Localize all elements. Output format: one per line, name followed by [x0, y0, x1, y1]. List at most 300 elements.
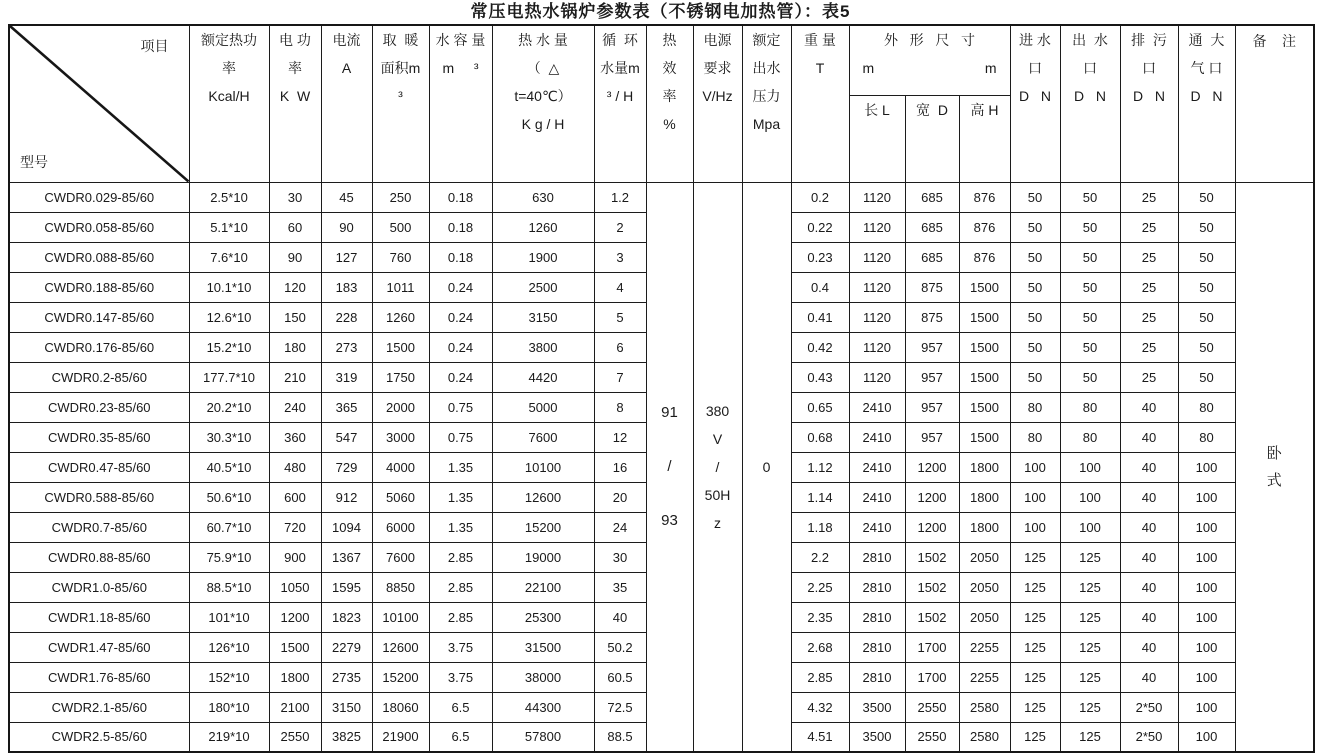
cell-dim_l: 1120: [849, 182, 905, 212]
cell-dn_vent: 100: [1178, 662, 1235, 692]
cell-power: 240: [269, 392, 321, 422]
cell-water_capacity: 0.18: [429, 182, 492, 212]
cell-water_capacity: 2.85: [429, 542, 492, 572]
cell-water_capacity: 3.75: [429, 632, 492, 662]
cell-dn_inlet: 125: [1010, 602, 1060, 632]
cell-dn_outlet: 80: [1060, 422, 1120, 452]
cell-dn_inlet: 125: [1010, 572, 1060, 602]
cell-outlet-pressure: 0: [742, 182, 791, 752]
cell-model: CWDR0.176-85/60: [9, 332, 189, 362]
cell-dn_vent: 100: [1178, 632, 1235, 662]
cell-dn_vent: 50: [1178, 332, 1235, 362]
cell-dim_d: 957: [905, 422, 959, 452]
cell-circulation: 1.2: [594, 182, 646, 212]
cell-model: CWDR0.147-85/60: [9, 302, 189, 332]
cell-hot_water: 2500: [492, 272, 594, 302]
cell-dim_l: 2410: [849, 452, 905, 482]
cell-rated_heat: 177.7*10: [189, 362, 269, 392]
cell-hot_water: 630: [492, 182, 594, 212]
cell-dim_l: 2410: [849, 512, 905, 542]
cell-current: 1823: [321, 602, 372, 632]
cell-current: 547: [321, 422, 372, 452]
cell-dim_d: 1502: [905, 542, 959, 572]
cell-dim_l: 2810: [849, 662, 905, 692]
cell-circulation: 6: [594, 332, 646, 362]
cell-dn_outlet: 50: [1060, 242, 1120, 272]
cell-hot_water: 3800: [492, 332, 594, 362]
cell-heating_area: 18060: [372, 692, 429, 722]
cell-dn_outlet: 125: [1060, 542, 1120, 572]
cell-dn_drain: 40: [1120, 542, 1178, 572]
cell-dim_d: 1700: [905, 632, 959, 662]
cell-hot_water: 15200: [492, 512, 594, 542]
header-dim-length: 长 L: [849, 95, 905, 182]
cell-dn_inlet: 50: [1010, 272, 1060, 302]
table-body: [9, 182, 1314, 752]
cell-dim_d: 957: [905, 392, 959, 422]
cell-dn_outlet: 125: [1060, 572, 1120, 602]
cell-hot_water: 4420: [492, 362, 594, 392]
cell-dim_l: 1120: [849, 242, 905, 272]
cell-circulation: 40: [594, 602, 646, 632]
cell-dim_d: 685: [905, 212, 959, 242]
cell-dn_vent: 50: [1178, 272, 1235, 302]
cell-dim_h: 1500: [959, 422, 1010, 452]
header-corner-model: 型号: [20, 153, 48, 170]
cell-current: 2279: [321, 632, 372, 662]
cell-dim_l: 1120: [849, 362, 905, 392]
cell-dim_h: 2255: [959, 632, 1010, 662]
cell-power: 1500: [269, 632, 321, 662]
cell-dn_vent: 100: [1178, 692, 1235, 722]
cell-model: CWDR0.88-85/60: [9, 542, 189, 572]
header-weight: 重 量 T: [791, 25, 849, 182]
cell-hot_water: 38000: [492, 662, 594, 692]
header-water-capacity: [429, 25, 492, 182]
cell-weight: 0.68: [791, 422, 849, 452]
cell-dn_inlet: 50: [1010, 362, 1060, 392]
cell-dim_d: 1502: [905, 572, 959, 602]
cell-power: 60: [269, 212, 321, 242]
cell-model: CWDR1.47-85/60: [9, 632, 189, 662]
table-row: [9, 182, 1314, 212]
cell-hot_water: 12600: [492, 482, 594, 512]
cell-model: CWDR0.029-85/60: [9, 182, 189, 212]
cell-weight: 1.12: [791, 452, 849, 482]
cell-dn_vent: 100: [1178, 512, 1235, 542]
cell-hot_water: 7600: [492, 422, 594, 452]
cell-rated_heat: 60.7*10: [189, 512, 269, 542]
cell-heating_area: 8850: [372, 572, 429, 602]
cell-dn_outlet: 125: [1060, 692, 1120, 722]
cell-current: 2735: [321, 662, 372, 692]
cell-current: 319: [321, 362, 372, 392]
cell-dim_h: 2255: [959, 662, 1010, 692]
cell-water_capacity: 6.5: [429, 722, 492, 752]
cell-current: 45: [321, 182, 372, 212]
cell-power: 2550: [269, 722, 321, 752]
cell-dn_outlet: 125: [1060, 632, 1120, 662]
cell-dim_h: 2580: [959, 692, 1010, 722]
cell-water_capacity: 3.75: [429, 662, 492, 692]
header-dim-height: 高 H: [959, 95, 1010, 182]
header-dims-group: [849, 25, 1010, 95]
header-water-capacity-units: m ³: [442, 60, 479, 76]
cell-power: 1200: [269, 602, 321, 632]
cell-dim_l: 1120: [849, 332, 905, 362]
cell-weight: 0.41: [791, 302, 849, 332]
cell-weight: 2.85: [791, 662, 849, 692]
cell-power: 30: [269, 182, 321, 212]
cell-heating_area: 15200: [372, 662, 429, 692]
cell-current: 127: [321, 242, 372, 272]
cell-heating_area: 2000: [372, 392, 429, 422]
cell-dn_drain: 25: [1120, 212, 1178, 242]
cell-hot_water: 1260: [492, 212, 594, 242]
cell-rated_heat: 5.1*10: [189, 212, 269, 242]
header-remark: 备 注: [1235, 25, 1314, 182]
cell-rated_heat: 88.5*10: [189, 572, 269, 602]
cell-circulation: 8: [594, 392, 646, 422]
cell-water_capacity: 1.35: [429, 512, 492, 542]
header-corner-project: 项目: [140, 38, 169, 54]
cell-dim_h: 1500: [959, 332, 1010, 362]
cell-current: 3825: [321, 722, 372, 752]
cell-water_capacity: 1.35: [429, 452, 492, 482]
cell-dim_d: 685: [905, 242, 959, 272]
cell-dim_d: 1200: [905, 452, 959, 482]
cell-weight: 2.68: [791, 632, 849, 662]
cell-dn_drain: 25: [1120, 272, 1178, 302]
cell-remark: 卧 式: [1235, 182, 1314, 752]
cell-dim_d: 685: [905, 182, 959, 212]
cell-hot_water: 44300: [492, 692, 594, 722]
cell-model: CWDR0.23-85/60: [9, 392, 189, 422]
cell-weight: 2.2: [791, 542, 849, 572]
cell-power: 180: [269, 332, 321, 362]
cell-circulation: 5: [594, 302, 646, 332]
cell-rated_heat: 12.6*10: [189, 302, 269, 332]
cell-dn_inlet: 50: [1010, 302, 1060, 332]
cell-dn_inlet: 50: [1010, 242, 1060, 272]
cell-heating_area: 760: [372, 242, 429, 272]
cell-heating_area: 6000: [372, 512, 429, 542]
cell-circulation: 4: [594, 272, 646, 302]
cell-rated_heat: 126*10: [189, 632, 269, 662]
cell-dn_outlet: 50: [1060, 362, 1120, 392]
cell-dim_l: 3500: [849, 692, 905, 722]
header-corner-cell: [9, 25, 189, 182]
cell-circulation: 20: [594, 482, 646, 512]
cell-hot_water: 10100: [492, 452, 594, 482]
cell-dim_h: 876: [959, 182, 1010, 212]
cell-dn_outlet: 100: [1060, 482, 1120, 512]
cell-rated_heat: 30.3*10: [189, 422, 269, 452]
cell-water_capacity: 0.24: [429, 362, 492, 392]
cell-efficiency: 91 / 93: [646, 182, 693, 752]
cell-model: CWDR0.188-85/60: [9, 272, 189, 302]
cell-dim_l: 2410: [849, 482, 905, 512]
cell-dim_d: 957: [905, 362, 959, 392]
cell-heating_area: 1500: [372, 332, 429, 362]
cell-power: 1050: [269, 572, 321, 602]
header-hot-water: 热 水 量 （ △ t=40℃） K g / H: [492, 25, 594, 182]
cell-circulation: 12: [594, 422, 646, 452]
cell-weight: 2.25: [791, 572, 849, 602]
cell-power: 360: [269, 422, 321, 452]
cell-dn_outlet: 50: [1060, 182, 1120, 212]
cell-dim_l: 1120: [849, 272, 905, 302]
cell-dim_h: 1800: [959, 452, 1010, 482]
cell-dim_l: 3500: [849, 722, 905, 752]
cell-dim_d: 1200: [905, 512, 959, 542]
cell-dn_drain: 40: [1120, 392, 1178, 422]
cell-dim_h: 1800: [959, 482, 1010, 512]
cell-dn_vent: 50: [1178, 182, 1235, 212]
cell-dn_drain: 40: [1120, 572, 1178, 602]
cell-heating_area: 21900: [372, 722, 429, 752]
cell-dn_drain: 2*50: [1120, 692, 1178, 722]
cell-rated_heat: 15.2*10: [189, 332, 269, 362]
header-heating-area: 取 暖 面积m ³: [372, 25, 429, 182]
cell-dim_l: 1120: [849, 212, 905, 242]
cell-rated_heat: 219*10: [189, 722, 269, 752]
cell-heating_area: 7600: [372, 542, 429, 572]
cell-dim_h: 1800: [959, 512, 1010, 542]
cell-water_capacity: 2.85: [429, 602, 492, 632]
cell-rated_heat: 40.5*10: [189, 452, 269, 482]
cell-dim_l: 2410: [849, 422, 905, 452]
header-dims-title: 外 形 尺 寸: [883, 32, 975, 48]
cell-dn_outlet: 50: [1060, 332, 1120, 362]
cell-dn_outlet: 50: [1060, 272, 1120, 302]
cell-water_capacity: 0.18: [429, 212, 492, 242]
cell-water_capacity: 1.35: [429, 482, 492, 512]
header-dim-width: 宽 D: [905, 95, 959, 182]
cell-heating_area: 4000: [372, 452, 429, 482]
cell-power: 480: [269, 452, 321, 482]
cell-circulation: 35: [594, 572, 646, 602]
cell-model: CWDR0.058-85/60: [9, 212, 189, 242]
cell-dn_vent: 100: [1178, 572, 1235, 602]
cell-dim_h: 876: [959, 242, 1010, 272]
cell-dn_outlet: 125: [1060, 662, 1120, 692]
cell-dn_outlet: 50: [1060, 302, 1120, 332]
cell-power-supply: 380 V / 50H z: [693, 182, 742, 752]
cell-dim_h: 1500: [959, 272, 1010, 302]
cell-dn_vent: 50: [1178, 302, 1235, 332]
cell-dn_drain: 25: [1120, 182, 1178, 212]
cell-dim_l: 2810: [849, 602, 905, 632]
header-rated-heat: 额定热功 率 Kcal/H: [189, 25, 269, 182]
cell-rated_heat: 7.6*10: [189, 242, 269, 272]
cell-model: CWDR2.1-85/60: [9, 692, 189, 722]
cell-dim_d: 1502: [905, 602, 959, 632]
cell-dn_drain: 40: [1120, 422, 1178, 452]
cell-dn_inlet: 50: [1010, 332, 1060, 362]
cell-rated_heat: 20.2*10: [189, 392, 269, 422]
cell-circulation: 30: [594, 542, 646, 572]
cell-dim_h: 1500: [959, 362, 1010, 392]
cell-dn_outlet: 80: [1060, 392, 1120, 422]
cell-hot_water: 25300: [492, 602, 594, 632]
cell-hot_water: 22100: [492, 572, 594, 602]
cell-dim_l: 2810: [849, 632, 905, 662]
cell-power: 210: [269, 362, 321, 392]
cell-dim_h: 1500: [959, 302, 1010, 332]
cell-weight: 2.35: [791, 602, 849, 632]
cell-weight: 0.4: [791, 272, 849, 302]
cell-dn_drain: 25: [1120, 242, 1178, 272]
page-title: 常压电热水锅炉参数表（不锈钢电加热管）：表5: [470, 2, 851, 21]
cell-dn_drain: 40: [1120, 662, 1178, 692]
cell-model: CWDR0.2-85/60: [9, 362, 189, 392]
cell-current: 1367: [321, 542, 372, 572]
cell-dim_h: 2580: [959, 722, 1010, 752]
cell-dn_inlet: 125: [1010, 542, 1060, 572]
cell-dn_vent: 100: [1178, 452, 1235, 482]
cell-dim_d: 875: [905, 272, 959, 302]
cell-dim_d: 875: [905, 302, 959, 332]
cell-dn_inlet: 50: [1010, 182, 1060, 212]
cell-weight: 0.2: [791, 182, 849, 212]
cell-circulation: 24: [594, 512, 646, 542]
cell-rated_heat: 152*10: [189, 662, 269, 692]
cell-power: 1800: [269, 662, 321, 692]
cell-power: 600: [269, 482, 321, 512]
cell-rated_heat: 2.5*10: [189, 182, 269, 212]
cell-hot_water: 57800: [492, 722, 594, 752]
cell-power: 900: [269, 542, 321, 572]
cell-dn_inlet: 125: [1010, 722, 1060, 752]
cell-power: 720: [269, 512, 321, 542]
cell-dn_inlet: 125: [1010, 662, 1060, 692]
cell-dn_outlet: 100: [1060, 512, 1120, 542]
cell-current: 228: [321, 302, 372, 332]
cell-circulation: 72.5: [594, 692, 646, 722]
header-dn-inlet: 进 水 口 D N: [1010, 25, 1060, 182]
cell-dn_vent: 100: [1178, 722, 1235, 752]
cell-dim_h: 876: [959, 212, 1010, 242]
cell-model: CWDR0.47-85/60: [9, 452, 189, 482]
header-efficiency: 热 效 率 %: [646, 25, 693, 182]
cell-current: 1595: [321, 572, 372, 602]
boiler-spec-table: [8, 24, 1315, 753]
cell-power: 90: [269, 242, 321, 272]
cell-current: 3150: [321, 692, 372, 722]
cell-dn_outlet: 125: [1060, 722, 1120, 752]
cell-water_capacity: 0.24: [429, 272, 492, 302]
cell-dim_d: 1200: [905, 482, 959, 512]
cell-rated_heat: 50.6*10: [189, 482, 269, 512]
header-dn-outlet: 出 水 口 D N: [1060, 25, 1120, 182]
header-water-capacity-title: 水 容 量: [435, 32, 486, 48]
cell-water_capacity: 2.85: [429, 572, 492, 602]
cell-model: CWDR1.18-85/60: [9, 602, 189, 632]
cell-model: CWDR2.5-85/60: [9, 722, 189, 752]
cell-dn_vent: 50: [1178, 362, 1235, 392]
cell-dim_d: 2550: [905, 692, 959, 722]
cell-dn_inlet: 50: [1010, 212, 1060, 242]
cell-dn_drain: 25: [1120, 332, 1178, 362]
cell-dn_drain: 40: [1120, 602, 1178, 632]
cell-heating_area: 250: [372, 182, 429, 212]
cell-current: 912: [321, 482, 372, 512]
cell-dn_inlet: 100: [1010, 512, 1060, 542]
cell-circulation: 7: [594, 362, 646, 392]
header-circulation: 循 环 水量m ³ / H: [594, 25, 646, 182]
cell-circulation: 60.5: [594, 662, 646, 692]
cell-dn_drain: 25: [1120, 362, 1178, 392]
cell-dim_h: 2050: [959, 542, 1010, 572]
cell-dn_inlet: 100: [1010, 452, 1060, 482]
cell-current: 90: [321, 212, 372, 242]
cell-model: CWDR0.7-85/60: [9, 512, 189, 542]
cell-hot_water: 1900: [492, 242, 594, 272]
cell-heating_area: 1260: [372, 302, 429, 332]
cell-dim_h: 2050: [959, 602, 1010, 632]
cell-dn_drain: 40: [1120, 482, 1178, 512]
cell-heating_area: 500: [372, 212, 429, 242]
cell-heating_area: 1750: [372, 362, 429, 392]
header-outlet-pressure: 额定 出水 压力 Mpa: [742, 25, 791, 182]
header-current: 电流 A: [321, 25, 372, 182]
cell-dn_outlet: 50: [1060, 212, 1120, 242]
cell-model: CWDR0.088-85/60: [9, 242, 189, 272]
cell-weight: 4.32: [791, 692, 849, 722]
cell-heating_area: 12600: [372, 632, 429, 662]
cell-dim_h: 1500: [959, 392, 1010, 422]
cell-hot_water: 19000: [492, 542, 594, 572]
cell-weight: 0.42: [791, 332, 849, 362]
cell-heating_area: 1011: [372, 272, 429, 302]
cell-weight: 4.51: [791, 722, 849, 752]
cell-dn_drain: 2*50: [1120, 722, 1178, 752]
cell-dn_vent: 100: [1178, 602, 1235, 632]
cell-weight: 0.22: [791, 212, 849, 242]
cell-water_capacity: 0.75: [429, 422, 492, 452]
cell-dn_inlet: 80: [1010, 392, 1060, 422]
cell-circulation: 88.5: [594, 722, 646, 752]
cell-dn_inlet: 125: [1010, 692, 1060, 722]
cell-dim_d: 1700: [905, 662, 959, 692]
cell-water_capacity: 6.5: [429, 692, 492, 722]
cell-rated_heat: 101*10: [189, 602, 269, 632]
cell-dn_drain: 40: [1120, 632, 1178, 662]
cell-weight: 1.18: [791, 512, 849, 542]
cell-dim_l: 2410: [849, 392, 905, 422]
cell-current: 365: [321, 392, 372, 422]
header-dn-vent: 通 大 气 口 D N: [1178, 25, 1235, 182]
cell-heating_area: 5060: [372, 482, 429, 512]
cell-power: 150: [269, 302, 321, 332]
cell-dn_vent: 80: [1178, 392, 1235, 422]
cell-model: CWDR1.0-85/60: [9, 572, 189, 602]
cell-hot_water: 3150: [492, 302, 594, 332]
cell-dn_inlet: 100: [1010, 482, 1060, 512]
cell-rated_heat: 10.1*10: [189, 272, 269, 302]
cell-dn_vent: 100: [1178, 542, 1235, 572]
cell-dn_outlet: 125: [1060, 602, 1120, 632]
cell-dn_vent: 50: [1178, 242, 1235, 272]
cell-circulation: 16: [594, 452, 646, 482]
cell-dn_drain: 40: [1120, 512, 1178, 542]
cell-current: 729: [321, 452, 372, 482]
cell-dn_drain: 25: [1120, 302, 1178, 332]
cell-rated_heat: 75.9*10: [189, 542, 269, 572]
header-dims-units: m m: [862, 60, 997, 76]
cell-weight: 1.14: [791, 482, 849, 512]
